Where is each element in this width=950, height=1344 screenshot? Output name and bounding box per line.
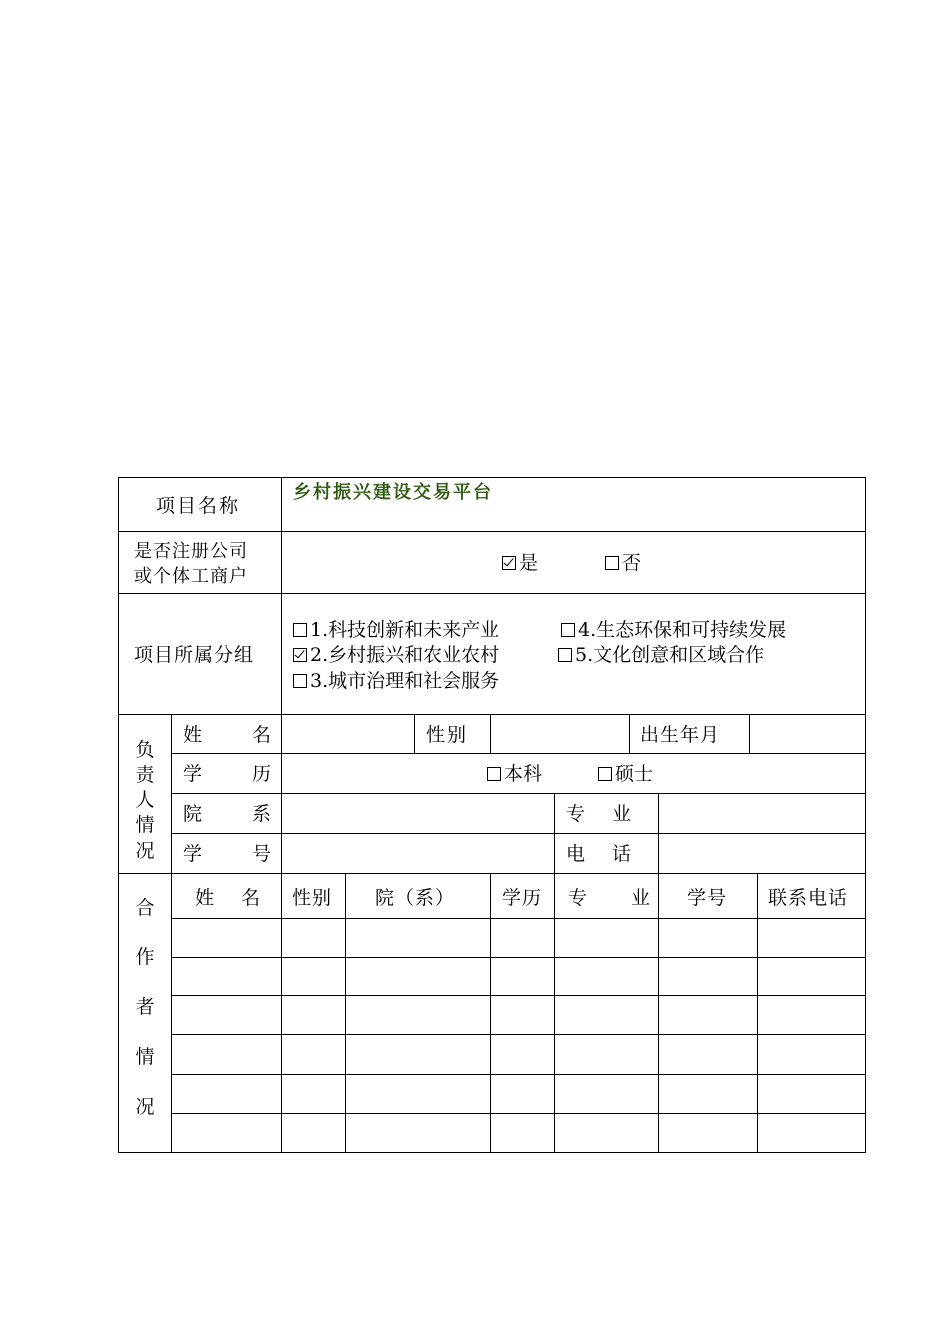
registered-no-option[interactable] <box>605 552 641 574</box>
education-bachelor-option[interactable] <box>487 763 542 785</box>
table-cell[interactable] <box>761 1080 861 1107</box>
table-cell[interactable] <box>558 1040 654 1068</box>
category-option-5-label: 5.文化创意和区域合作 <box>575 644 765 666</box>
table-cell[interactable] <box>761 1040 861 1068</box>
table-cell[interactable] <box>662 1119 753 1146</box>
collaborators-section-char: 况 <box>135 1096 155 1118</box>
table-cell[interactable] <box>662 924 753 951</box>
table-cell[interactable] <box>662 963 753 989</box>
leader-major-label: 专 业 <box>566 803 636 825</box>
table-cell[interactable] <box>761 1001 861 1028</box>
registered-yes-label: 是 <box>519 552 539 574</box>
registered-yes-option[interactable] <box>502 552 538 574</box>
leader-section-char: 人 <box>135 789 155 811</box>
checkbox-icon[interactable] <box>293 623 307 637</box>
leader-student-id-label: 学 号 <box>183 843 276 865</box>
table-cell[interactable] <box>285 924 341 951</box>
table-cell[interactable] <box>349 924 486 951</box>
leader-section-char: 负 <box>135 739 155 761</box>
table-cell[interactable] <box>494 1001 550 1028</box>
table-cell[interactable] <box>558 963 654 989</box>
category-option-3-label: 3.城市治理和社会服务 <box>310 670 500 692</box>
leader-name-label: 姓 名 <box>183 724 276 746</box>
registered-label-line2: 或个体工商户 <box>134 566 248 587</box>
leader-phone-label: 电 话 <box>566 843 636 865</box>
leader-section-char: 情 <box>135 814 155 836</box>
checkbox-icon[interactable] <box>293 674 307 688</box>
table-cell[interactable] <box>285 1040 341 1068</box>
education-bachelor-label: 本科 <box>504 763 543 785</box>
table-cell[interactable] <box>285 1119 341 1146</box>
table-cell[interactable] <box>175 924 277 951</box>
education-master-option[interactable] <box>598 763 653 785</box>
project-name-value[interactable]: 乡村振兴建设交易平台 <box>293 482 493 503</box>
category-option-5[interactable] <box>558 644 764 666</box>
collaborators-section-char: 合 <box>135 897 155 919</box>
collaborators-section-char: 者 <box>135 996 155 1018</box>
leader-gender-value[interactable] <box>498 724 623 746</box>
category-option-3[interactable] <box>293 670 499 692</box>
table-cell[interactable] <box>349 1001 486 1028</box>
leader-major-value[interactable] <box>666 803 858 825</box>
checkbox-checked-icon[interactable] <box>293 648 307 662</box>
table-cell[interactable] <box>761 1119 861 1146</box>
table-cell[interactable] <box>558 1080 654 1107</box>
table-cell[interactable] <box>349 1119 486 1146</box>
checkbox-icon[interactable] <box>598 767 612 781</box>
leader-student-id-value[interactable] <box>290 843 548 865</box>
table-cell[interactable] <box>285 1080 341 1107</box>
checkbox-icon[interactable] <box>487 767 501 781</box>
leader-birth-value[interactable] <box>756 724 860 746</box>
table-cell[interactable] <box>349 1080 486 1107</box>
leader-department-value[interactable] <box>290 803 548 825</box>
category-option-2[interactable] <box>293 644 499 666</box>
table-cell[interactable] <box>662 1080 753 1107</box>
category-option-4[interactable] <box>561 619 786 641</box>
category-option-2-label: 2.乡村振兴和农业农村 <box>310 644 500 666</box>
table-cell[interactable] <box>494 1080 550 1107</box>
checkbox-icon[interactable] <box>561 623 575 637</box>
leader-section-char: 况 <box>135 840 155 862</box>
leader-section-char: 责 <box>135 764 155 786</box>
table-cell[interactable] <box>285 1001 341 1028</box>
checkbox-icon[interactable] <box>605 556 619 570</box>
column-header: 院（系） <box>375 887 456 909</box>
checkbox-icon[interactable] <box>558 648 572 662</box>
column-header: 姓 名 <box>195 887 265 909</box>
table-cell[interactable] <box>175 1040 277 1068</box>
table-cell[interactable] <box>558 924 654 951</box>
column-header: 学历 <box>502 887 543 909</box>
project-name-label: 项目名称 <box>156 495 241 517</box>
leader-birth-label: 出生年月 <box>640 724 721 746</box>
education-master-label: 硕士 <box>615 763 654 785</box>
table-cell[interactable] <box>494 1040 550 1068</box>
table-cell[interactable] <box>175 1001 277 1028</box>
table-cell[interactable] <box>494 963 550 989</box>
registered-label-line1: 是否注册公司 <box>134 541 248 562</box>
table-cell[interactable] <box>494 924 550 951</box>
column-header: 性别 <box>292 887 333 909</box>
column-header: 专 业 <box>568 887 653 909</box>
leader-gender-label: 性别 <box>426 724 469 746</box>
table-cell[interactable] <box>285 963 341 989</box>
category-option-4-label: 4.生态环保和可持续发展 <box>578 619 787 641</box>
table-cell[interactable] <box>662 1040 753 1068</box>
table-cell[interactable] <box>558 1119 654 1146</box>
table-cell[interactable] <box>349 1040 486 1068</box>
collaborators-section-char: 作 <box>135 946 155 968</box>
category-label: 项目所属分组 <box>134 644 255 666</box>
table-cell[interactable] <box>175 1080 277 1107</box>
table-cell[interactable] <box>761 924 861 951</box>
table-cell[interactable] <box>349 963 486 989</box>
table-cell[interactable] <box>175 1119 277 1146</box>
collaborators-section-char: 情 <box>135 1046 155 1068</box>
column-header: 联系电话 <box>768 887 849 909</box>
category-option-1[interactable] <box>293 619 499 641</box>
table-cell[interactable] <box>558 1001 654 1028</box>
leader-department-label: 院 系 <box>183 803 276 825</box>
leader-name-value[interactable] <box>290 724 410 746</box>
checkbox-checked-icon[interactable] <box>502 556 516 570</box>
table-cell[interactable] <box>662 1001 753 1028</box>
category-option-1-label: 1.科技创新和未来产业 <box>310 619 500 641</box>
leader-education-label: 学 历 <box>183 763 276 785</box>
table-cell[interactable] <box>494 1119 550 1146</box>
leader-phone-value[interactable] <box>666 843 858 865</box>
table-cell[interactable] <box>175 963 277 989</box>
registered-no-label: 否 <box>622 552 642 574</box>
column-header: 学号 <box>687 887 728 909</box>
table-cell[interactable] <box>761 963 861 989</box>
